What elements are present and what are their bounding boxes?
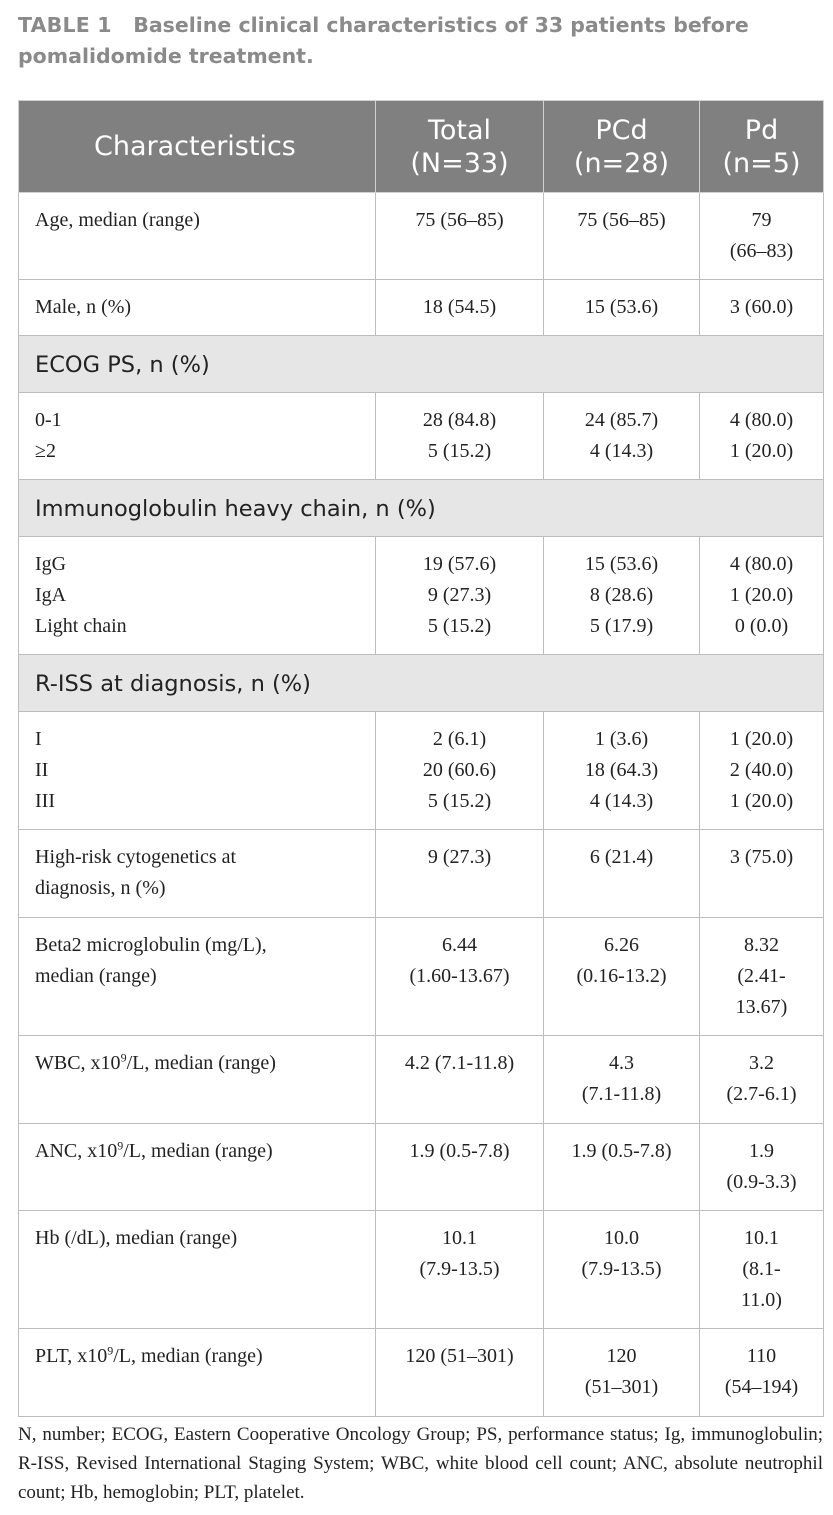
cell-pd xyxy=(700,1124,824,1211)
row-label-line: diagnosis, n (%) xyxy=(35,877,166,899)
header-pd-n: (n=5) xyxy=(722,147,801,179)
table-row-cytogenetics xyxy=(19,830,824,918)
section-row-riss xyxy=(19,655,824,712)
row-label xyxy=(19,1329,376,1417)
table-row-anc xyxy=(19,1124,824,1211)
cell-pd-line: 79 xyxy=(751,209,772,231)
cell-pd: 3 (75.0) xyxy=(700,830,824,918)
cell-line: (0.16-13.2) xyxy=(576,965,667,987)
cell-pcd xyxy=(544,1036,700,1124)
section-row-ecog xyxy=(19,336,824,393)
cell-line: 5 (17.9) xyxy=(589,615,654,637)
header-pcd-n: (n=28) xyxy=(573,147,670,179)
row-label-text: PLT, x10 xyxy=(35,1345,108,1367)
cell-line: (8.1- xyxy=(742,1258,781,1280)
cell-pd: 3 (60.0) xyxy=(700,280,824,336)
row-label xyxy=(19,712,376,830)
cell-pd xyxy=(700,712,824,830)
row-label-line: I xyxy=(35,728,42,750)
header-pd xyxy=(700,101,824,193)
cell-total: 75 (56–85) xyxy=(376,193,544,280)
cell-pd xyxy=(700,1211,824,1329)
row-label xyxy=(19,918,376,1036)
header-pcd-name: PCd xyxy=(595,114,648,146)
cell-pcd xyxy=(544,918,700,1036)
cell-line: (2.41- xyxy=(737,965,786,987)
cell-line: 15 (53.6) xyxy=(584,553,659,575)
cell-line: (7.9-13.5) xyxy=(581,1258,662,1280)
section-title: ECOG PS, n (%) xyxy=(19,336,824,393)
row-label xyxy=(19,537,376,655)
row-label xyxy=(19,393,376,480)
cell-pcd xyxy=(544,712,700,830)
cell-line: 8.32 xyxy=(744,934,779,956)
cell-line: 10.0 xyxy=(604,1227,639,1249)
cell-line: (54–194) xyxy=(724,1376,799,1398)
cell-line: 8 (28.6) xyxy=(589,584,654,606)
cell-total xyxy=(376,1211,544,1329)
row-label-superscript: 9 xyxy=(107,1343,114,1358)
cell-line: 4 (80.0) xyxy=(729,409,794,431)
row-label-line: IgA xyxy=(35,584,67,606)
cell-total xyxy=(376,918,544,1036)
cell-line: 5 (15.2) xyxy=(427,790,492,812)
row-label: Age, median (range) xyxy=(19,193,376,280)
cell-line: (7.1-11.8) xyxy=(581,1083,662,1105)
cell-line: 19 (57.6) xyxy=(422,553,497,575)
cell-line: 3.2 xyxy=(749,1052,774,1074)
row-label: Male, n (%) xyxy=(19,280,376,336)
cell-line: 110 xyxy=(746,1345,777,1367)
table-row-immunoglobulin xyxy=(19,537,824,655)
section-title: Immunoglobulin heavy chain, n (%) xyxy=(19,480,824,537)
cell-line: (7.9-13.5) xyxy=(419,1258,500,1280)
cell-pcd: 75 (56–85) xyxy=(544,193,700,280)
characteristics-table xyxy=(18,100,824,1417)
row-label xyxy=(19,830,376,918)
row-label-superscript: 9 xyxy=(120,1050,127,1065)
row-label-line: High-risk cytogenetics at xyxy=(35,846,237,868)
cell-total: 18 (54.5) xyxy=(376,280,544,336)
section-row-immunoglobulin xyxy=(19,480,824,537)
cell-total xyxy=(376,712,544,830)
cell-pd xyxy=(700,537,824,655)
cell-line: 1 (20.0) xyxy=(729,790,794,812)
cell-pd-line: (66–83) xyxy=(729,240,794,262)
cell-line: 10.1 xyxy=(442,1227,477,1249)
cell-line: 1 (20.0) xyxy=(729,584,794,606)
cell-total: 4.2 (7.1-11.8) xyxy=(376,1036,544,1124)
cell-total xyxy=(376,393,544,480)
section-title: R-ISS at diagnosis, n (%) xyxy=(19,655,824,712)
cell-line: 28 (84.8) xyxy=(422,409,497,431)
cell-line: 4.3 xyxy=(609,1052,634,1074)
cell-total: 9 (27.3) xyxy=(376,830,544,918)
row-label xyxy=(19,1124,376,1211)
table-caption xyxy=(18,10,818,72)
cell-line: 4 (80.0) xyxy=(729,553,794,575)
cell-line: (51–301) xyxy=(584,1376,659,1398)
cell-total: 1.9 (0.5-7.8) xyxy=(376,1124,544,1211)
header-row xyxy=(19,101,824,193)
cell-line: 9 (27.3) xyxy=(427,584,492,606)
row-label xyxy=(19,1036,376,1124)
cell-line: 4 (14.3) xyxy=(589,440,654,462)
row-label-text: WBC, x10 xyxy=(35,1052,121,1074)
table-row-ecog xyxy=(19,393,824,480)
cell-line: 10.1 xyxy=(744,1227,779,1249)
table-row-wbc xyxy=(19,1036,824,1124)
row-label-line: Beta2 microglobulin (mg/L), xyxy=(35,934,267,956)
header-total xyxy=(376,101,544,193)
cell-line: 0 (0.0) xyxy=(734,615,789,637)
cell-pcd: 6 (21.4) xyxy=(544,830,700,918)
table-row-age xyxy=(19,193,824,280)
cell-pcd: 1.9 (0.5-7.8) xyxy=(544,1124,700,1211)
cell-line: 1 (20.0) xyxy=(729,728,794,750)
cell-line: 5 (15.2) xyxy=(427,440,492,462)
caption-text-line1: Baseline clinical characteristics of 33 patients before xyxy=(133,13,749,37)
row-label-text: /L, median (range) xyxy=(113,1345,263,1367)
cell-line: (0.9-3.3) xyxy=(726,1171,797,1193)
header-characteristics: Characteristics xyxy=(19,101,376,193)
cell-pd xyxy=(700,1329,824,1417)
cell-total xyxy=(376,537,544,655)
cell-line: 6.26 xyxy=(604,934,639,956)
cell-pcd xyxy=(544,537,700,655)
cell-pcd: 15 (53.6) xyxy=(544,280,700,336)
row-label-line: IgG xyxy=(35,553,67,575)
row-label-line: ≥2 xyxy=(35,440,56,462)
cell-line: 20 (60.6) xyxy=(422,759,497,781)
cell-line: 5 (15.2) xyxy=(427,615,492,637)
cell-pd xyxy=(700,1036,824,1124)
cell-pd xyxy=(700,918,824,1036)
table-row-riss xyxy=(19,712,824,830)
cell-line: 1.9 xyxy=(749,1140,774,1162)
cell-line: 2 (40.0) xyxy=(729,759,794,781)
row-label-line: II xyxy=(35,759,49,781)
cell-total: 120 (51–301) xyxy=(376,1329,544,1417)
cell-pcd xyxy=(544,1329,700,1417)
caption-text-line2: pomalidomide treatment. xyxy=(18,44,314,68)
cell-line: (1.60-13.67) xyxy=(409,965,510,987)
cell-line: (2.7-6.1) xyxy=(726,1083,797,1105)
cell-line: 13.67) xyxy=(735,996,788,1018)
cell-line: 24 (85.7) xyxy=(584,409,659,431)
cell-pcd xyxy=(544,1211,700,1329)
row-label-line: 0-1 xyxy=(35,409,62,431)
cell-line: 11.0) xyxy=(741,1289,782,1311)
row-label-line: median (range) xyxy=(35,965,157,987)
table-row-plt xyxy=(19,1329,824,1417)
cell-line: 1 (20.0) xyxy=(729,440,794,462)
cell-pd xyxy=(700,393,824,480)
row-label-text: ANC, x10 xyxy=(35,1140,118,1162)
row-label-line: III xyxy=(35,790,55,812)
header-pd-name: Pd xyxy=(744,114,779,146)
row-label-line: Light chain xyxy=(35,615,127,637)
header-total-n: (N=33) xyxy=(410,147,509,179)
row-label-text: /L, median (range) xyxy=(123,1140,273,1162)
cell-line: 2 (6.1) xyxy=(432,728,487,750)
table-row-beta2-microglobulin xyxy=(19,918,824,1036)
header-pcd xyxy=(544,101,700,193)
row-label: Hb (/dL), median (range) xyxy=(19,1211,376,1329)
cell-line: 4 (14.3) xyxy=(589,790,654,812)
cell-line: 120 xyxy=(606,1345,637,1367)
row-label-superscript: 9 xyxy=(117,1138,124,1153)
cell-pd xyxy=(700,193,824,280)
cell-line: 1 (3.6) xyxy=(594,728,649,750)
header-total-name: Total xyxy=(427,114,492,146)
row-label-text: /L, median (range) xyxy=(126,1052,276,1074)
cell-line: 18 (64.3) xyxy=(584,759,659,781)
table-row-hb xyxy=(19,1211,824,1329)
table-footnote: N, number; ECOG, Eastern Cooperative Oncology Group; PS, performance status; Ig, immunoglobulin; R-ISS, Revised International Staging System; WBC, white blood cell count; ANC, absolute neutrophil count; Hb, hemoglobin; PLT, platelet. xyxy=(18,1424,823,1503)
table-label: TABLE 1 xyxy=(18,13,112,37)
table-row-male xyxy=(19,280,824,336)
cell-pcd xyxy=(544,393,700,480)
cell-line: 6.44 xyxy=(442,934,477,956)
